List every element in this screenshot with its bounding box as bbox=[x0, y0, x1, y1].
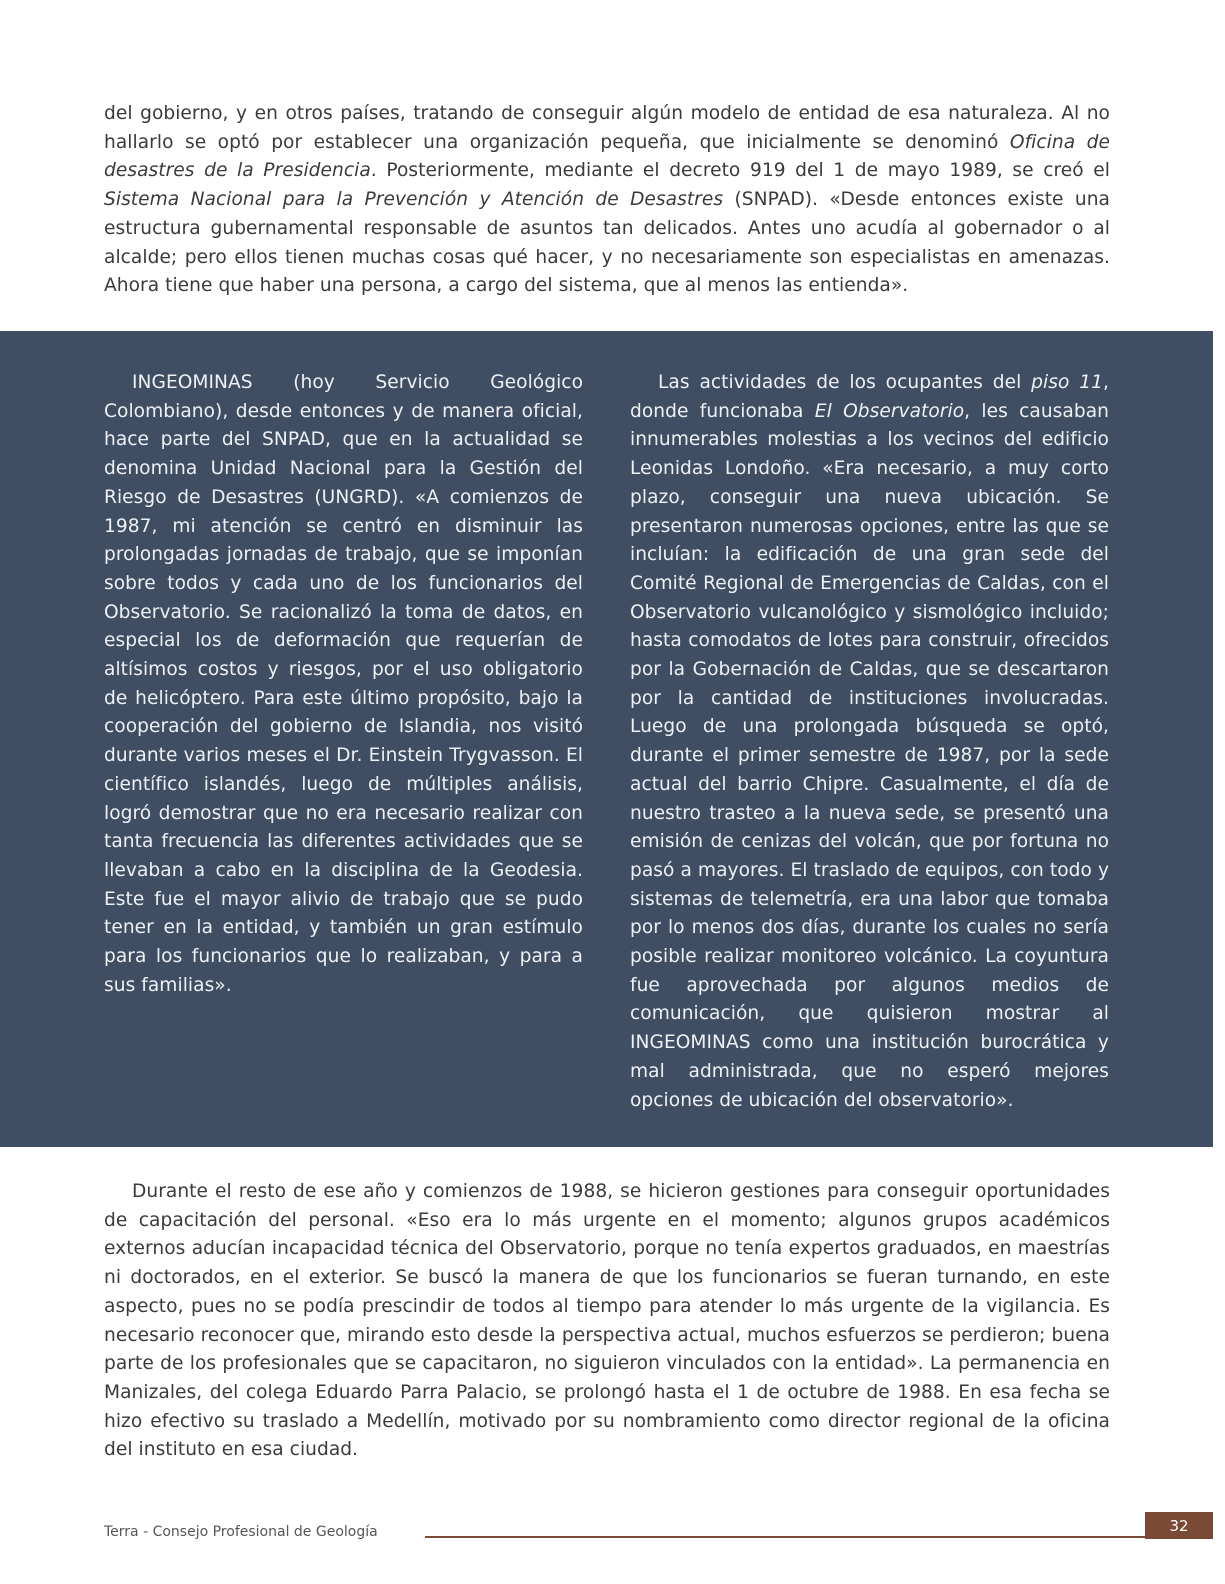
intro-italic-office: Oficina de desastres de la Presidencia bbox=[104, 131, 1110, 182]
right-text-3: , les causaban innumerables molestias a los vecinos del edificio Leonidas Londoño. «Era necesario, a muy corto plazo, conseguir una nueva ubicación. Se presentaron numerosas opciones, entre las que se incluían: la edificación de una gran sede del Comité Regional de Emergencias de Caldas, con el Observatorio vulcanológico y sismológico incluido; hasta comodatos de lotes para construir, ofrecidos por la Gobernación de Caldas, que se descartaron por la cantidad de instituciones involucradas. Luego de una prolongada búsqueda se optó, durante el primer semestre de 1987, por la sede actual del barrio Chipre. Casualmente, el día de nuestro trasteo a la nueva sede, se presentó una emisión de cenizas del volcán, que por fortuna no pasó a mayores. El traslado de equipos, con todo y sistemas de telemetría, era una labor que tomaba por lo menos dos días, durante los cuales no sería posible realizar monitoreo volcánico. La coyuntura fue aprovechada por algunos medios de comunicación, que quisieron mostrar al INGEOMINAS como una institución burocrática y mal administrada, que no esperó mejores opciones de ubicación del observatorio». bbox=[630, 400, 1109, 1111]
right-italic-floor: piso 11 bbox=[1031, 372, 1104, 393]
right-text-1: Las actividades de los ocupantes del bbox=[658, 372, 1032, 393]
highlight-panel bbox=[0, 331, 1213, 1147]
footer-rule bbox=[425, 1536, 1145, 1538]
panel-left-column: INGEOMINAS (hoy Servicio Geológico Colombiano), desde entonces y de manera oficial, hace parte del SNPAD, que en la actualidad se denomina Unidad Nacional para la Gestión del Riesgo de Desastres (UNGRD). «A comienzos de 1987, mi atención se centró en disminuir las prolongadas jornadas de trabajo, que se imponían sobre todos y cada uno de los funcionarios del Observatorio. Se racionalizó la toma de datos, en especial los de deformación que requerían de altísimos costos y riesgos, por el uso obligatorio de helicóptero. Para este último propósito, bajo la cooperación del gobierno de Islandia, nos visitó durante varios meses el Dr. Einstein Trygvasson. El científico islandés, luego de múltiples análisis, logró demostrar que no era necesario realizar con tanta frecuencia las diferentes actividades que se llevaban a cabo en la disciplina de la Geodesia. Este fue el mayor alivio de trabajo que se pudo tener en la entidad, y también un gran estímulo para los funcionarios que lo realizaban, y para a sus familias». bbox=[104, 372, 583, 996]
intro-paragraph bbox=[104, 100, 1110, 301]
intro-italic-system: Sistema Nacional para la Prevención y Atención de Desastres bbox=[104, 189, 724, 211]
right-italic-observatory: El Observatorio bbox=[814, 400, 965, 422]
panel-right-column bbox=[630, 369, 1109, 1115]
closing-paragraph: Durante el resto de ese año y comienzos de 1988, se hicieron gestiones para conseguir oportunidades de capacitación del personal. «Eso era lo más urgente en el momento; algunos grupos académicos externos aducían incapacidad técnica del Observatorio, porque no tenía expertos graduados, en maestrías ni doctorados, en el exterior. Se buscó la manera de que los funcionarios se fueran turnando, en este aspecto, pues no se podía prescindir de todos al tiempo para atender lo más urgente de la vigilancia. Es necesario reconocer que, mirando esto desde la perspectiva actual, muchos esfuerzos se perdieron; buena parte de los profesionales que se capacitaron, no siguieron vinculados con la entidad». La permanencia en Manizales, del colega Eduardo Parra Palacio, se prolongó hasta el 1 de octubre de 1988. En esa fecha se hizo efectivo su traslado a Medellín, motivado por su nombramiento como director regional de la oficina del instituto en esa ciudad. bbox=[104, 1181, 1110, 1461]
footer-publication: Terra - Consejo Profesional de Geología bbox=[104, 1524, 378, 1540]
intro-text-3: (SNPAD). «Desde entonces existe una estructura gubernamental responsable de asuntos tan delicados. Antes uno acudía al gobernador o al alcalde; pero ellos tienen muchas cosas qué hacer, y no necesariamente son especialistas en amenazas. Ahora tiene que haber una persona, a cargo del sistema, que al menos las entienda». bbox=[104, 189, 1110, 297]
page-number: 32 bbox=[1145, 1512, 1213, 1539]
intro-text-2: . Posteriormente, mediante el decreto 919 del 1 de mayo 1989, se creó el bbox=[370, 160, 1110, 182]
intro-text-1: del gobierno, y en otros países, tratando de conseguir algún modelo de entidad de esa naturaleza. Al no hallarlo se optó por establecer una organización pequeña, que inicialmente se denominó bbox=[104, 103, 1110, 153]
right-text-2: , donde funcionaba bbox=[630, 372, 1109, 422]
